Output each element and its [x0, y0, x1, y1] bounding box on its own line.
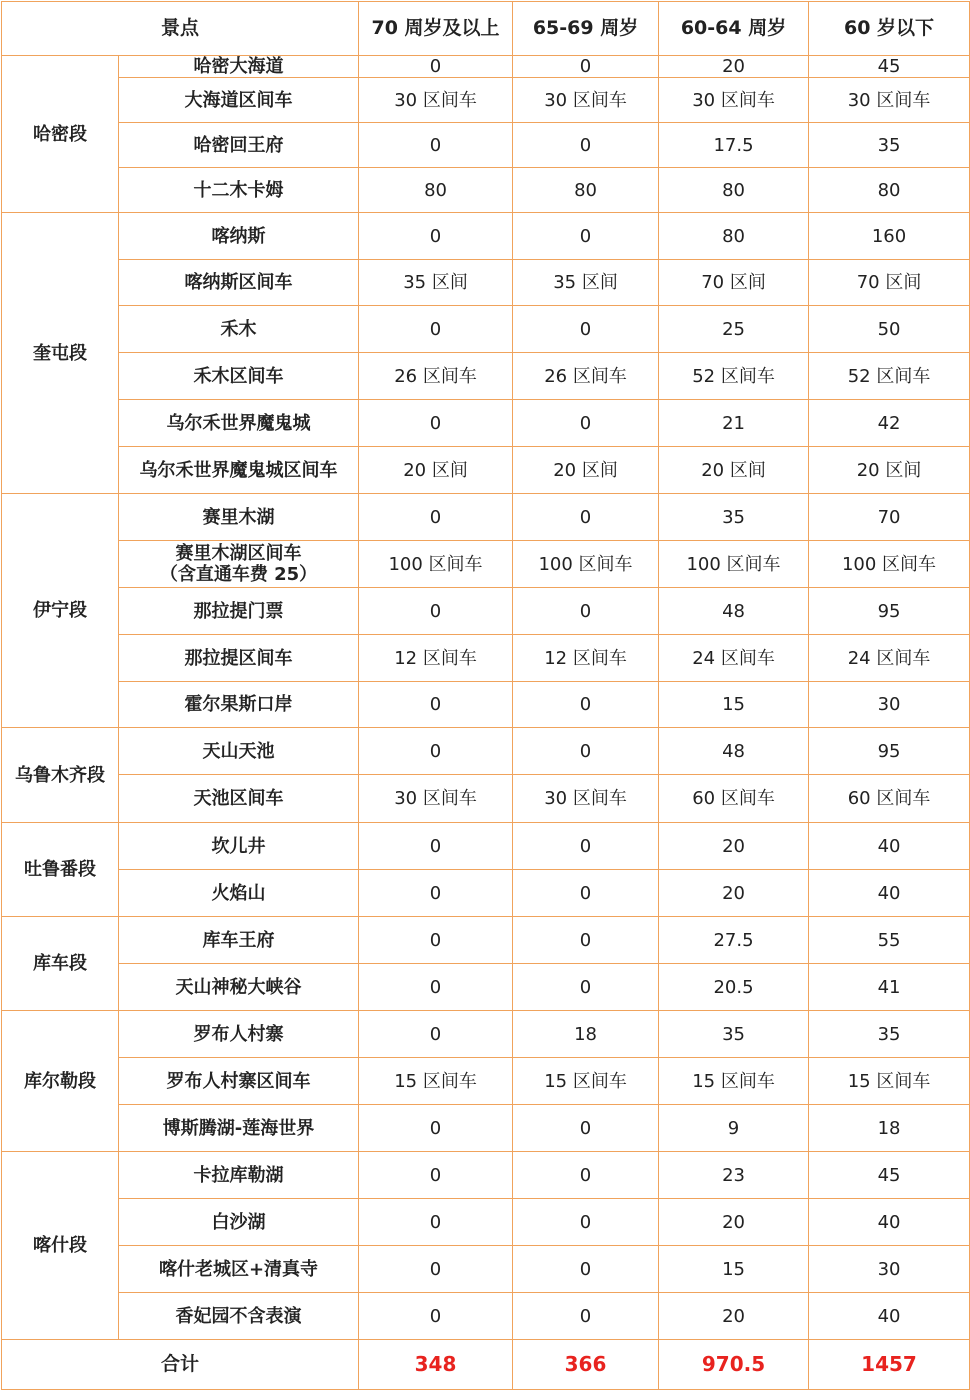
price-cell: 40	[809, 870, 970, 917]
price-cell: 80	[513, 168, 659, 213]
price-cell: 70 区间	[809, 260, 970, 306]
attraction-name	[119, 588, 359, 635]
table-row	[2, 447, 970, 494]
price-cell: 20 区间	[513, 447, 659, 494]
price-cell: 45	[809, 1152, 970, 1199]
price-cell: 48	[659, 588, 809, 635]
table-row	[2, 123, 970, 168]
price-cell: 18	[809, 1105, 970, 1152]
attraction-name-text: 赛里木湖	[202, 506, 275, 528]
attraction-name	[119, 775, 359, 823]
price-cell: 21	[659, 400, 809, 447]
price-cell: 0	[513, 728, 659, 775]
price-cell: 80	[659, 213, 809, 260]
price-cell: 0	[513, 306, 659, 353]
price-cell: 45	[809, 56, 970, 78]
price-cell: 30 区间车	[659, 78, 809, 123]
attraction-name-text: 那拉提门票	[193, 600, 284, 622]
attraction-name	[119, 306, 359, 353]
attraction-name	[119, 260, 359, 306]
header-row	[2, 2, 970, 56]
attraction-name	[119, 1293, 359, 1340]
price-cell: 95	[809, 588, 970, 635]
attraction-name-text: 乌尔禾世界魔鬼城	[166, 412, 311, 434]
table-row	[2, 260, 970, 306]
price-cell: 48	[659, 728, 809, 775]
table-row	[2, 917, 970, 964]
table-row	[2, 823, 970, 870]
price-cell: 30 区间车	[809, 78, 970, 123]
price-cell: 0	[513, 823, 659, 870]
price-cell: 30	[809, 682, 970, 728]
price-cell: 60 区间车	[659, 775, 809, 823]
table-row	[2, 541, 970, 588]
attraction-name-text: 罗布人村寨	[193, 1023, 284, 1045]
price-cell: 41	[809, 964, 970, 1011]
price-cell: 0	[359, 1152, 513, 1199]
price-cell: 160	[809, 213, 970, 260]
price-cell: 35	[809, 123, 970, 168]
segment-cell: 乌鲁木齐段	[2, 728, 119, 823]
table-row	[2, 494, 970, 541]
table-row	[2, 1199, 970, 1246]
price-cell: 20 区间	[659, 447, 809, 494]
price-cell: 0	[359, 400, 513, 447]
price-cell: 20 区间	[359, 447, 513, 494]
segment-cell: 库车段	[2, 917, 119, 1011]
price-cell: 95	[809, 728, 970, 775]
price-cell: 15 区间车	[809, 1058, 970, 1105]
attraction-name	[119, 1011, 359, 1058]
attraction-name	[119, 1246, 359, 1293]
attraction-name-text: 哈密大海道	[193, 56, 284, 77]
attraction-name	[119, 728, 359, 775]
attraction-name-text: 博斯腾湖-莲海世界	[162, 1117, 315, 1139]
segment-cell: 库尔勒段	[2, 1011, 119, 1152]
fee-table	[1, 1, 970, 1390]
price-cell: 0	[359, 56, 513, 78]
price-cell: 0	[359, 1105, 513, 1152]
price-cell: 35 区间	[359, 260, 513, 306]
price-cell: 23	[659, 1152, 809, 1199]
attraction-name	[119, 56, 359, 78]
total-60-64: 970.5	[659, 1340, 809, 1390]
price-cell: 24 区间车	[659, 635, 809, 682]
price-cell: 35 区间	[513, 260, 659, 306]
price-cell: 30	[809, 1246, 970, 1293]
table-row	[2, 168, 970, 213]
total-70-plus: 348	[359, 1340, 513, 1390]
attraction-name	[119, 1199, 359, 1246]
attraction-name	[119, 400, 359, 447]
header-under-60: 60 岁以下	[809, 2, 970, 56]
price-cell: 0	[513, 1293, 659, 1340]
price-cell: 0	[359, 213, 513, 260]
price-cell: 55	[809, 917, 970, 964]
segment-cell: 哈密段	[2, 56, 119, 213]
price-cell: 0	[359, 123, 513, 168]
price-cell: 0	[513, 123, 659, 168]
attraction-name	[119, 353, 359, 400]
table-row	[2, 1293, 970, 1340]
attraction-name	[119, 447, 359, 494]
attraction-name-text: 赛里木湖区间车	[175, 543, 302, 564]
price-cell: 0	[359, 917, 513, 964]
price-cell: 18	[513, 1011, 659, 1058]
price-cell: 40	[809, 1199, 970, 1246]
attraction-name-text: 火焰山	[211, 882, 266, 904]
price-cell: 20	[659, 823, 809, 870]
price-cell: 80	[809, 168, 970, 213]
attraction-name	[119, 823, 359, 870]
price-cell: 20	[659, 1293, 809, 1340]
price-cell: 0	[513, 588, 659, 635]
total-under-60: 1457	[809, 1340, 970, 1390]
table-row	[2, 213, 970, 260]
attraction-name	[119, 1105, 359, 1152]
price-cell: 12 区间车	[513, 635, 659, 682]
attraction-name	[119, 494, 359, 541]
attraction-name	[119, 123, 359, 168]
attraction-name-text: 香妃园不含表演	[175, 1305, 302, 1327]
segment-cell: 喀什段	[2, 1152, 119, 1340]
attraction-name	[119, 917, 359, 964]
table-row	[2, 353, 970, 400]
table-row	[2, 635, 970, 682]
segment-cell: 奎屯段	[2, 213, 119, 494]
price-cell: 30 区间车	[513, 775, 659, 823]
price-cell: 42	[809, 400, 970, 447]
price-cell: 26 区间车	[513, 353, 659, 400]
price-cell: 15	[659, 682, 809, 728]
segment-cell: 吐鲁番段	[2, 823, 119, 917]
price-cell: 0	[513, 494, 659, 541]
attraction-name	[119, 1058, 359, 1105]
price-cell: 0	[359, 870, 513, 917]
price-cell: 20.5	[659, 964, 809, 1011]
price-cell: 0	[513, 964, 659, 1011]
price-cell: 0	[359, 1011, 513, 1058]
price-cell: 80	[359, 168, 513, 213]
price-cell: 0	[513, 1199, 659, 1246]
attraction-name-text: 霍尔果斯口岸	[184, 694, 293, 715]
table-row	[2, 588, 970, 635]
table-row	[2, 1105, 970, 1152]
price-cell: 0	[513, 1246, 659, 1293]
attraction-name	[119, 964, 359, 1011]
price-cell: 30 区间车	[513, 78, 659, 123]
price-cell: 25	[659, 306, 809, 353]
price-cell: 0	[513, 1152, 659, 1199]
price-cell: 12 区间车	[359, 635, 513, 682]
total-65-69: 366	[513, 1340, 659, 1390]
price-cell: 0	[513, 213, 659, 260]
price-cell: 100 区间车	[513, 541, 659, 588]
price-cell: 20	[659, 1199, 809, 1246]
price-cell: 15	[659, 1246, 809, 1293]
attraction-name	[119, 78, 359, 123]
attraction-name	[119, 541, 359, 588]
price-cell: 70	[809, 494, 970, 541]
total-label: 合计	[2, 1340, 359, 1390]
attraction-name	[119, 682, 359, 728]
attraction-name-note: （含直通车费 25）	[159, 564, 318, 585]
attraction-name-text: 卡拉库勒湖	[193, 1164, 284, 1186]
price-cell: 50	[809, 306, 970, 353]
table-row	[2, 306, 970, 353]
header-65-69: 65-69 周岁	[513, 2, 659, 56]
price-cell: 20	[659, 56, 809, 78]
header-attraction: 景点	[2, 2, 359, 56]
table-row	[2, 56, 970, 78]
attraction-name-text: 哈密回王府	[193, 134, 284, 156]
price-cell: 100 区间车	[809, 541, 970, 588]
attraction-name-text: 天山天池	[202, 740, 275, 762]
price-cell: 0	[359, 1246, 513, 1293]
price-cell: 0	[513, 870, 659, 917]
price-cell: 52 区间车	[659, 353, 809, 400]
attraction-name-text: 白沙湖	[211, 1211, 266, 1233]
price-cell: 0	[359, 494, 513, 541]
price-cell: 15 区间车	[359, 1058, 513, 1105]
table-row	[2, 682, 970, 728]
table-row	[2, 964, 970, 1011]
price-cell: 0	[359, 306, 513, 353]
price-cell: 0	[359, 1293, 513, 1340]
table-row	[2, 1152, 970, 1199]
attraction-name	[119, 168, 359, 213]
price-cell: 0	[513, 917, 659, 964]
attraction-name	[119, 635, 359, 682]
price-cell: 40	[809, 823, 970, 870]
price-cell: 24 区间车	[809, 635, 970, 682]
attraction-name-text: 禾木区间车	[193, 365, 284, 387]
attraction-name	[119, 870, 359, 917]
price-cell: 0	[513, 682, 659, 728]
price-cell: 35	[659, 1011, 809, 1058]
attraction-name-text: 那拉提区间车	[184, 647, 293, 669]
attraction-name-text: 罗布人村寨区间车	[166, 1070, 311, 1092]
price-cell: 17.5	[659, 123, 809, 168]
attraction-name	[119, 1152, 359, 1199]
price-cell: 0	[513, 1105, 659, 1152]
table-row	[2, 728, 970, 775]
price-cell: 0	[359, 823, 513, 870]
table-row	[2, 870, 970, 917]
price-cell: 40	[809, 1293, 970, 1340]
price-cell: 0	[359, 964, 513, 1011]
attraction-name-text: 大海道区间车	[184, 89, 293, 111]
attraction-name-text: 禾木	[220, 318, 257, 340]
table-row	[2, 775, 970, 823]
table-row	[2, 1058, 970, 1105]
attraction-name-text: 库车王府	[202, 929, 275, 951]
total-row	[2, 1340, 970, 1390]
price-cell: 30 区间车	[359, 775, 513, 823]
table-row	[2, 1011, 970, 1058]
price-cell: 80	[659, 168, 809, 213]
attraction-name-text: 喀纳斯区间车	[184, 272, 293, 293]
segment-cell: 伊宁段	[2, 494, 119, 728]
attraction-name-text: 十二木卡姆	[193, 179, 284, 201]
price-cell: 35	[809, 1011, 970, 1058]
attraction-name	[119, 213, 359, 260]
price-cell: 100 区间车	[359, 541, 513, 588]
price-cell: 35	[659, 494, 809, 541]
price-cell: 0	[513, 400, 659, 447]
price-cell: 52 区间车	[809, 353, 970, 400]
table-row	[2, 1246, 970, 1293]
price-cell: 0	[359, 1199, 513, 1246]
attraction-name-text: 天山神秘大峡谷	[175, 976, 302, 998]
price-cell: 9	[659, 1105, 809, 1152]
price-cell: 0	[359, 682, 513, 728]
header-70-plus: 70 周岁及以上	[359, 2, 513, 56]
price-cell: 0	[513, 56, 659, 78]
price-cell: 0	[359, 728, 513, 775]
attraction-name-text: 乌尔禾世界魔鬼城区间车	[139, 459, 338, 481]
header-60-64: 60-64 周岁	[659, 2, 809, 56]
price-cell: 15 区间车	[513, 1058, 659, 1105]
price-cell: 70 区间	[659, 260, 809, 306]
attraction-name-text: 天池区间车	[193, 788, 284, 809]
price-cell: 60 区间车	[809, 775, 970, 823]
table-row	[2, 78, 970, 123]
price-cell: 27.5	[659, 917, 809, 964]
table-row	[2, 400, 970, 447]
price-cell: 100 区间车	[659, 541, 809, 588]
attraction-name-text: 喀什老城区+清真寺	[158, 1258, 319, 1280]
price-cell: 30 区间车	[359, 78, 513, 123]
price-cell: 20	[659, 870, 809, 917]
price-cell: 15 区间车	[659, 1058, 809, 1105]
price-cell: 26 区间车	[359, 353, 513, 400]
attraction-name-text: 坎儿井	[211, 835, 266, 857]
attraction-name-text: 喀纳斯	[211, 225, 266, 247]
price-cell: 20 区间	[809, 447, 970, 494]
price-cell: 0	[359, 588, 513, 635]
